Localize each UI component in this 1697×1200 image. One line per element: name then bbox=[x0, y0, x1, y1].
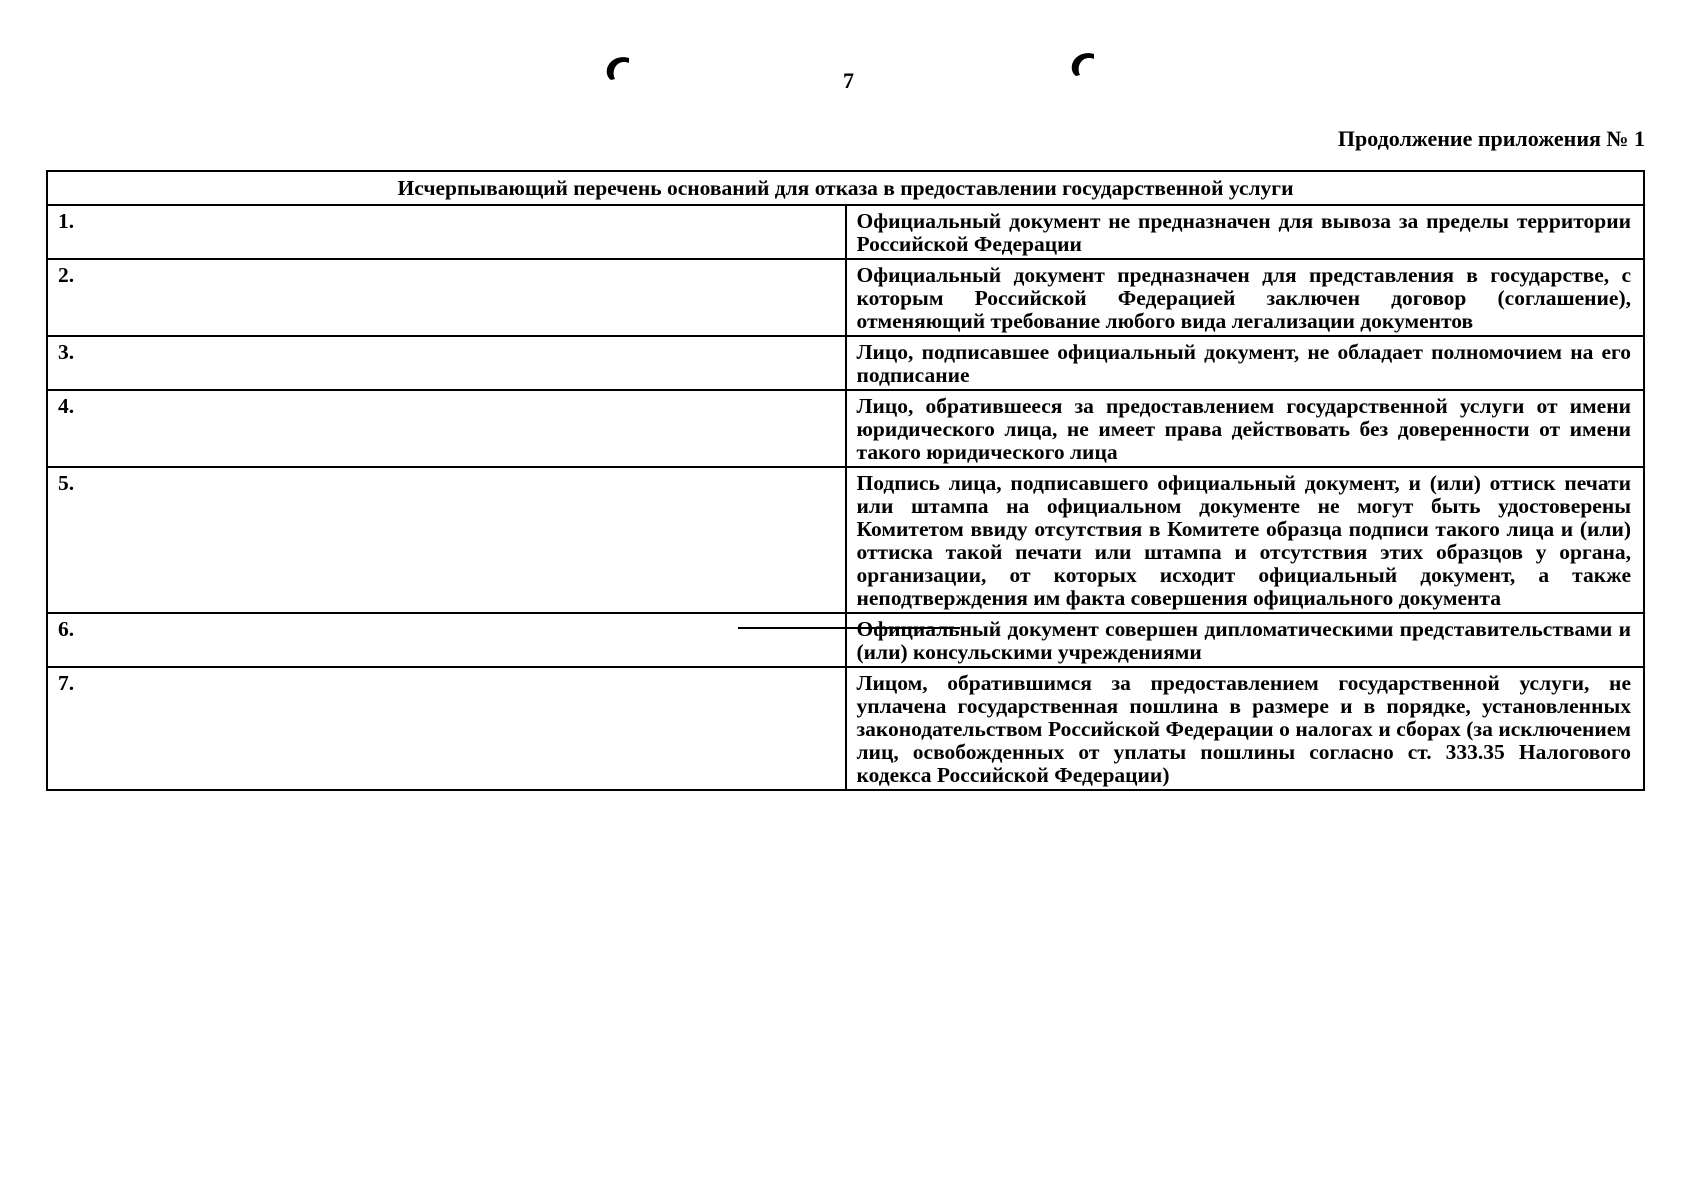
table-row bbox=[47, 259, 1644, 336]
table-header-row bbox=[47, 171, 1644, 205]
row-text: Лицо, обратившееся за предоставлением государственной услуги от имени юридического лица, не имеет права действовать без доверенности от имени такого юридического лица bbox=[846, 390, 1645, 467]
table-row bbox=[47, 336, 1644, 390]
table-row bbox=[47, 467, 1644, 613]
end-of-document-line bbox=[738, 627, 960, 629]
row-number: 6. bbox=[47, 613, 846, 667]
refusal-grounds-table bbox=[46, 170, 1645, 791]
row-number: 3. bbox=[47, 336, 846, 390]
table-row bbox=[47, 390, 1644, 467]
row-number: 7. bbox=[47, 667, 846, 790]
table-title: Исчерпывающий перечень оснований для отказа в предоставлении государственной услуги bbox=[47, 171, 1644, 205]
row-number: 4. bbox=[47, 390, 846, 467]
page-number: 7 bbox=[843, 68, 854, 93]
table-row bbox=[47, 667, 1644, 790]
row-text: Лицом, обратившимся за предоставлением государственной услуги, не уплачена государственная пошлина в размере и в порядке, установленных законодательством Российской Федерации о налогах и сборах (за исключением лиц, освобожденных от уплаты пошлины согласно ст. 333.35 Налогового кодекса Российской Федерации) bbox=[846, 667, 1645, 790]
row-text: Официальный документ не предназначен для вывоза за пределы территории Российской Федерации bbox=[846, 205, 1645, 259]
row-text: Подпись лица, подписавшего официальный документ, и (или) оттиск печати или штампа на официальном документе не могут быть удостоверены Комитетом ввиду отсутствия в Комитете образца подписи такого лица и (или) оттиска такой печати или штампа и отсутствия этих образцов у органа, организации, от которых исходит официальный документ, а также неподтверждения им факта совершения официального документа bbox=[846, 467, 1645, 613]
row-number: 1. bbox=[47, 205, 846, 259]
table-row bbox=[47, 205, 1644, 259]
row-text: Лицо, подписавшее официальный документ, не обладает полномочием на его подписание bbox=[846, 336, 1645, 390]
row-text: Официальный документ совершен дипломатическими представительствами и (или) консульскими учреждениями bbox=[846, 613, 1645, 667]
table-row bbox=[47, 613, 1644, 667]
appendix-continuation-note: Продолжение приложения № 1 bbox=[1337, 126, 1645, 151]
row-number: 2. bbox=[47, 259, 846, 336]
row-number: 5. bbox=[47, 467, 846, 613]
row-text: Официальный документ предназначен для представления в государстве, с которым Российской Федерацией заключен договор (соглашение), отменяющий требование любого вида легализации документов bbox=[846, 259, 1645, 336]
